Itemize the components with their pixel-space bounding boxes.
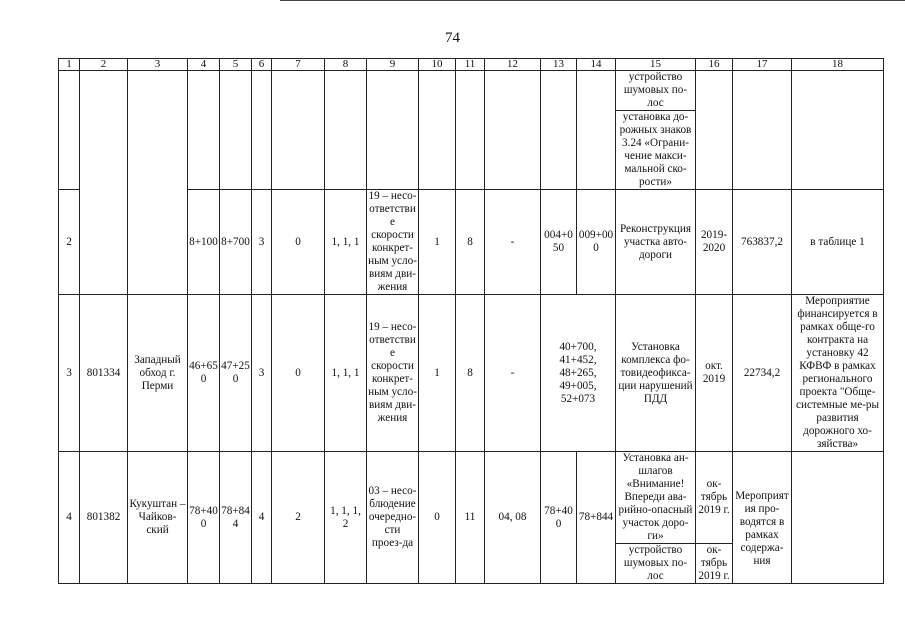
header-row xyxy=(59,59,884,71)
measure-cell: установка до-рожных знаков 3.24 «Ограни-чение макси-мальной ско-рости» xyxy=(616,111,696,190)
table-row: 2 8+100 8+700 3 0 1, 1, 1 19 – несо-ответствие скорости конкрет-ным усло-виям дви-жения 1 8 - 004+0 50 009+00 0 Реконструкция участка авто-дороги 2019-2020 763837,2 в таблице 1 xyxy=(59,190,884,295)
measure-cell: устройство шумовых по-лос xyxy=(616,544,696,584)
location-cell: 40+700, 41+452, 48+265, 49+005, 52+073 xyxy=(541,295,616,452)
note-cell: Мероприятие финансируется в рамках обще-го контракта на установку 42 КФВФ в рамках регионального проекта "Обще-системные ме-ры развития дорожного хо-зяйства» xyxy=(792,295,884,452)
table-row: 3 801334 Западный обход г. Перми 46+65 0 47+25 0 3 0 1, 1, 1 19 – несо-ответствие скорости конкрет-ным усло-виям дви-жения 1 8 - 40+700, 41+452, 48+265, 49+005, 52+073 Установка комплекса фо-товидеофикса-ции нарушений ПДД окт. 2019 22734,2 Мероприятие финансируется в рамках обще-го контракта на установку 42 КФВФ в рамках регионального проекта "Обще-системные ме-ры развития дорожного хо-зяйства» xyxy=(59,295,884,452)
header-cell: 3 xyxy=(128,59,188,71)
row-number: 4 xyxy=(59,452,80,584)
measure-cell: Реконструкция участка авто-дороги xyxy=(616,190,696,295)
table-row xyxy=(59,71,884,111)
row-number: 3 xyxy=(59,295,80,452)
header-cell: 13 xyxy=(541,59,577,71)
note-cell: Мероприятия про-водятся в рамках содержа-ния xyxy=(733,452,792,584)
road-name: Западный обход г. Перми xyxy=(128,295,188,452)
header-cell: 8 xyxy=(325,59,367,71)
header-cell: 15 xyxy=(616,59,696,71)
header-cell: 18 xyxy=(792,59,884,71)
table-row: устройство шумовых по-лос ок-тябрь 2019 г. xyxy=(59,544,884,584)
header-cell: 4 xyxy=(188,59,220,71)
measure-cell: Установка ан-шлагов «Внимание! Впереди ава-рийно-опасный участок доро-ги» xyxy=(616,452,696,544)
header-cell: 2 xyxy=(80,59,128,71)
header-cell: 7 xyxy=(272,59,325,71)
header-cell: 11 xyxy=(456,59,485,71)
header-cell: 6 xyxy=(252,59,272,71)
table-row: 4 801382 Кукуштан – Чайков-ский 78+40 0 78+84 4 4 2 1, 1, 1, 2 03 – несо-блюдение очередно-сти проез-да 0 11 04, 08 78+40 0 78+844 Установка ан-шлагов «Внимание! Впереди ава-рийно-опасный участок доро-ги» ок-тябрь 2019 г. Мероприятия про-водятся в рамках содержа-ния xyxy=(59,452,884,544)
header-cell: 14 xyxy=(577,59,616,71)
cause-cell: 19 – несо-ответствие скорости конкрет-ным усло-виям дви-жения xyxy=(368,190,417,293)
header-cell: 10 xyxy=(419,59,456,71)
measure-cell: Установка комплекса фо-товидеофикса-ции нарушений ПДД xyxy=(616,295,696,452)
header-cell: 9 xyxy=(367,59,419,71)
cause-cell: 03 – несо-блюдение очередно-сти проез-да xyxy=(367,452,419,584)
header-cell: 5 xyxy=(220,59,252,71)
top-rule xyxy=(280,0,905,1)
measure-cell: устройство шумовых по-лос xyxy=(616,71,696,111)
header-cell: 12 xyxy=(485,59,541,71)
measures-table xyxy=(58,58,884,584)
cause-cell: 19 – несо-ответствие скорости конкрет-ным усло-виям дви-жения xyxy=(367,295,419,452)
header-cell: 1 xyxy=(59,59,80,71)
road-code: 801334 xyxy=(80,295,128,452)
road-code: 801382 xyxy=(80,452,128,584)
note-cell: в таблице 1 xyxy=(792,190,884,295)
page-number: 74 xyxy=(445,30,460,46)
header-cell: 17 xyxy=(733,59,792,71)
road-name: Кукуштан – Чайков-ский xyxy=(128,452,188,584)
row-number: 2 xyxy=(59,190,80,295)
header-cell: 16 xyxy=(696,59,733,71)
